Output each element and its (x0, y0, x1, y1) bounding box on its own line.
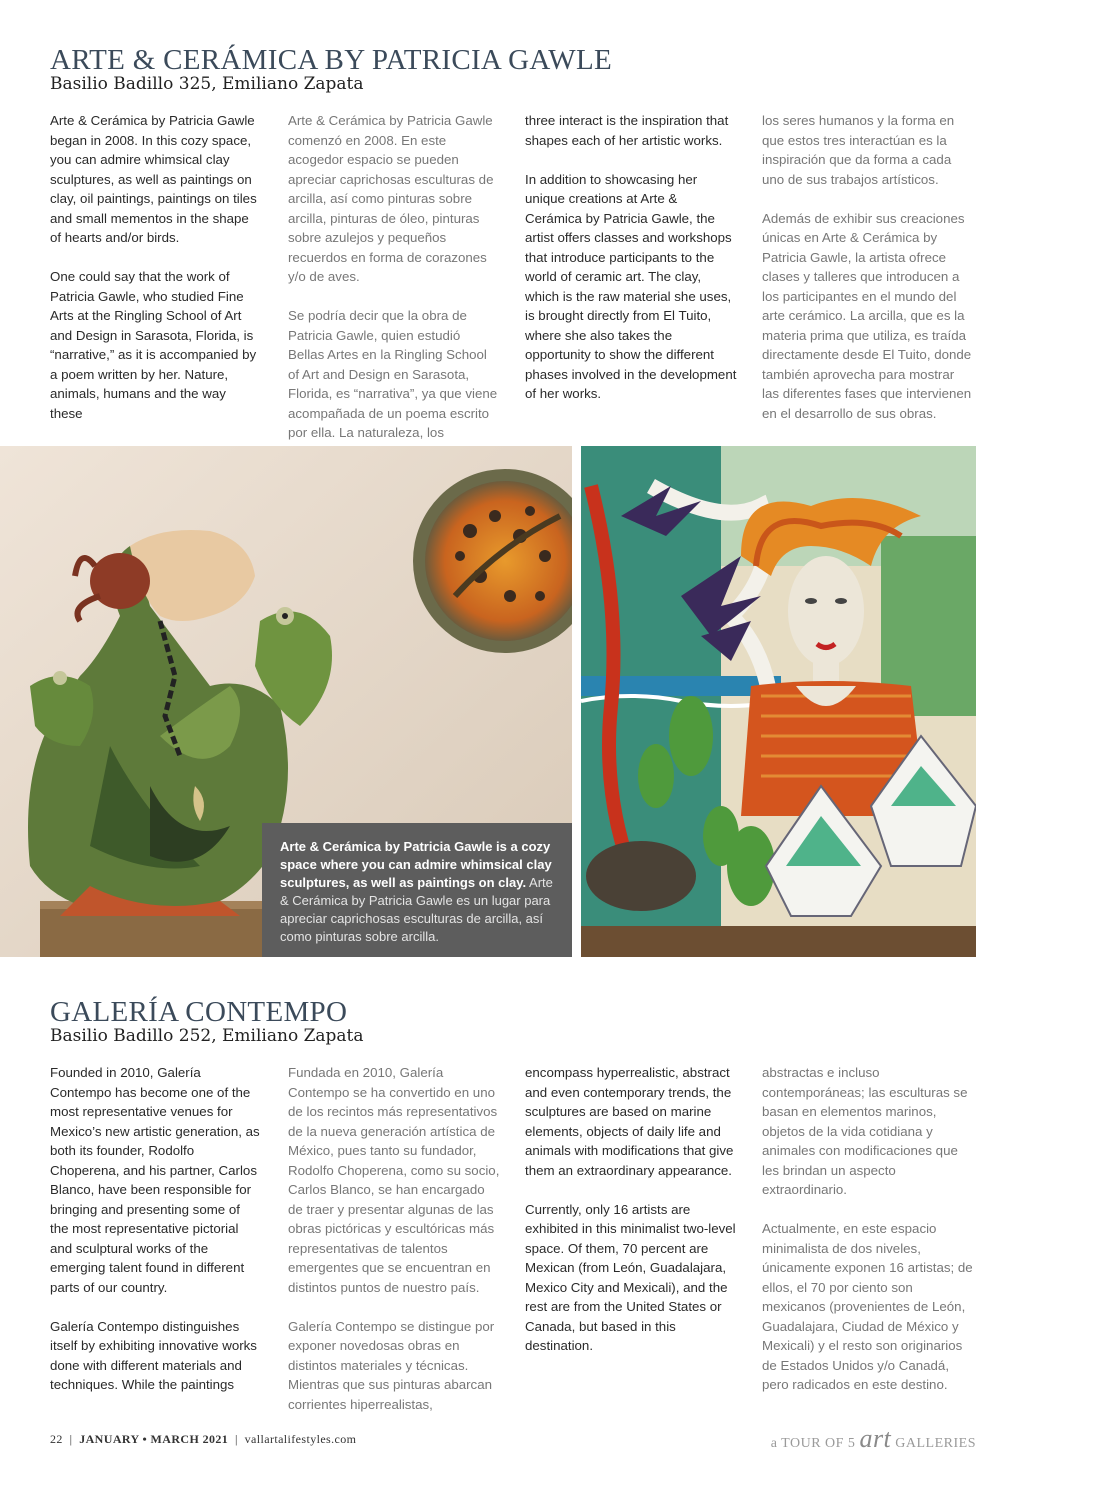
section1-address: Basilio Badillo 325, Emiliano Zapata (50, 74, 364, 94)
website-link[interactable]: vallartalifestyles.com (244, 1432, 357, 1446)
paragraph: Fundada en 2010, Galería Contempo se ha convertido en uno de los recintos más representativos de la nueva generación artística de México, pues tanto su fundador, Rodolfo Choperena, como su socio, Carlos Blanco, se han encargado de traer y presentar algunas de las obras pictóricas y escultóricas más representativas de talentos emergentes que se encuentran en distintos puntos de nuestro país. (288, 1065, 500, 1295)
photo-caption (262, 823, 572, 957)
brand-suffix: GALLERIES (895, 1436, 976, 1451)
brand-prefix: a TOUR OF 5 (770, 1436, 856, 1451)
section2-col2 (288, 1063, 500, 1434)
section2-col4 (762, 1063, 974, 1414)
issue-date: JANUARY • MARCH 2021 (79, 1432, 229, 1446)
paragraph: Galería Contempo distinguishes itself by exhibiting innovative works done with different materials and techniques. While the paintings (50, 1318, 257, 1392)
paragraph: encompass hyperrealistic, abstract and even contemporary trends, the sculptures are based on marine elements, objects of daily life and animals with modifications that give them an extraordinary appearance. (525, 1065, 734, 1178)
page-footer: 22 | JANUARY • MARCH 2021 | vallartalifestyles.com (50, 1432, 357, 1446)
section2-address: Basilio Badillo 252, Emiliano Zapata (50, 1026, 364, 1046)
paragraph: Se podría decir que la obra de Patricia Gawle, quien estudió Bellas Artes en la Ringling School of Art and Design en Sarasota, Florida, es “narrativa”, ya que viene acompañada de un poema escrito por ella. La naturaleza, los (288, 308, 498, 440)
paragraph: Currently, only 16 artists are exhibited in this minimalist two-level space. Of them, 70 percent are Mexican (from León, Guadalajara, Mexico City and Mexicali), and the rest are from the United States or Canada, but based in this destination. (525, 1201, 736, 1353)
caption-spanish: Arte & Cerámica by Patricia Gawle es un lugar para apreciar caprichosas esculturas de arcilla, así como pinturas sobre arcilla. (280, 875, 553, 944)
paragraph: three interact is the inspiration that shapes each of her artistic works. (525, 113, 729, 148)
section2-col1 (50, 1063, 262, 1414)
paragraph: Arte & Cerámica by Patricia Gawle comenzó en 2008. En este acogedor espacio se pueden apreciar caprichosas esculturas de arcilla, así como pinturas sobre arcilla, pinturas de óleo, pinturas sobre azulejos y pequeños recuerdos en forma de corazones y/o de aves. (288, 113, 494, 284)
section1-col2 (288, 111, 500, 482)
section1-col4 (762, 111, 974, 443)
paragraph: los seres humanos y la forma en que estos tres interactúan es la inspiración que da forma a cada uno de sus trabajos artísticos. (762, 113, 955, 187)
section2-title: GALERÍA CONTEMPO (50, 996, 348, 1028)
paragraph: abstractas e incluso contemporáneas; las esculturas se basan en elementos marinos, objetos de la vida cotidiana y animales con modificaciones que les brindan un aspecto extraordinario. (762, 1065, 968, 1197)
page-number: 22 (50, 1432, 63, 1446)
paragraph: In addition to showcasing her unique creations at Arte & Cerámica by Patricia Gawle, the artist offers classes and workshops that introduce participants to the world of ceramic art. The clay, which is the raw material she uses, is brought directly from El Tuito, where she also takes the opportunity to show the different phases involved in the development of her works. (525, 171, 737, 401)
paragraph: Arte & Cerámica by Patricia Gawle began in 2008. In this cozy space, you can admire whimsical clay sculptures, as well as paintings on clay, oil paintings, paintings on tiles and small mementos in the shape of hearts and/or birds. (50, 113, 257, 245)
series-logo (771, 1424, 976, 1454)
paragraph: Galería Contempo se distingue por exponer novedosas obras en distintos materiales y técnicas. Mientras que sus pinturas abarcan corrientes hiperrealistas, (288, 1318, 495, 1412)
brand-art: art (859, 1424, 892, 1453)
section1-title: ARTE & CERÁMICA BY PATRICIA GAWLE (50, 44, 612, 76)
paragraph: Actualmente, en este espacio minimalista de dos niveles, únicamente exponen 16 artistas; de ellos, el 70 por ciento son mexicanos (provenientes de León, Guadalajara, Ciudad de México y Mexicali) y el resto son originarios de Estados Unidos y/o Canadá, pero radicados en este destino. (762, 1221, 973, 1392)
paragraph: Founded in 2010, Galería Contempo has become one of the most representative venues for Mexico’s new artistic generation, as both its founder, Rodolfo Choperena, and his partner, Carlos Blanco, have been responsible for bringing and presenting some of the most representative pictorial and sculptural works of the emerging talent found in different parts of our country. (50, 1065, 260, 1295)
paragraph: One could say that the work of Patricia Gawle, who studied Fine Arts at the Ringling School of Art and Design in Sarasota, Florida, is “narrative,” as it is accompanied by a poem written by her. Nature, animals, humans and the way these (50, 269, 257, 421)
section1-col1 (50, 111, 262, 443)
paragraph: Además de exhibir sus creaciones únicas en Arte & Cerámica by Patricia Gawle, la artista ofrece clases y talleres que introducen a los participantes en el mundo del arte cerámico. La arcilla, que es la materia prima que utiliza, es traída directamente desde El Tuito, donde también aprovecha para mostrar las diferentes fases que intervienen en el desarrollo de sus obras. (762, 210, 972, 421)
painting-photo (581, 446, 976, 957)
section2-col3 (525, 1063, 737, 1375)
caption-english: Arte & Cerámica by Patricia Gawle is a cozy space where you can admire whimsical clay sculptures, as well as paintings on clay. (280, 839, 552, 890)
section1-col3 (525, 111, 737, 423)
